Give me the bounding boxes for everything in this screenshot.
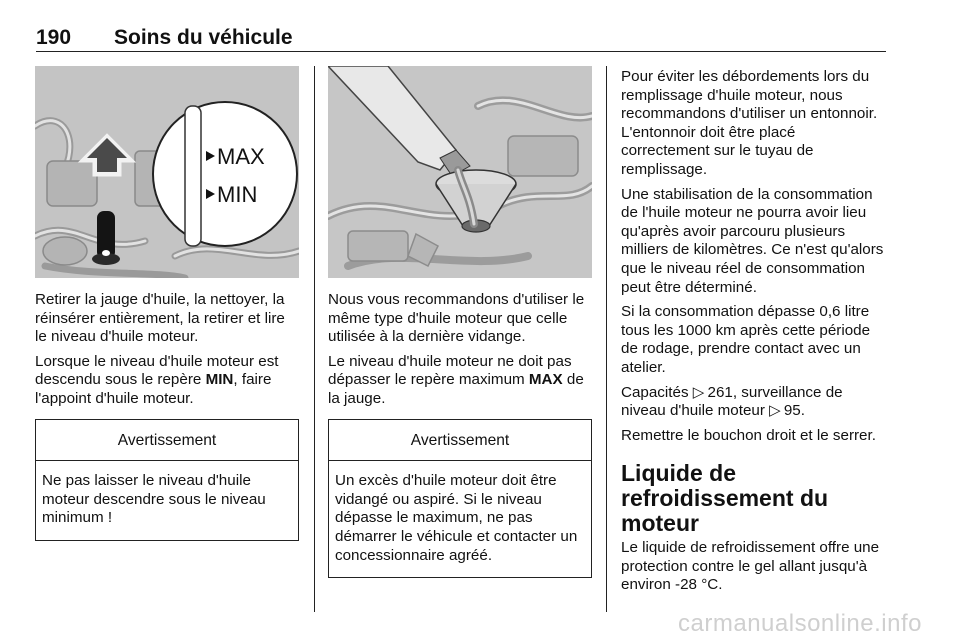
paragraph: Capacités ▷ 261, surveillance de niveau d'huile moteur ▷ 95. <box>621 383 843 420</box>
oil-funnel-illustration <box>328 66 592 278</box>
warning-title: Avertissement <box>329 420 591 462</box>
page-number: 190 <box>36 26 72 49</box>
max-keyword: MAX <box>528 371 563 389</box>
page-title: Soins du véhicule <box>114 26 293 49</box>
paragraph: Le niveau d'huile moteur ne doit pas dépasser le repère maximum MAX de la jauge. <box>328 352 584 407</box>
paragraph: Remettre le bouchon droit et le serrer. <box>621 426 876 444</box>
engine-dipstick-drawing <box>35 66 299 278</box>
column-2 <box>328 291 592 578</box>
header-rule <box>36 51 886 52</box>
max-mark-label: MAX <box>217 144 265 169</box>
min-keyword: MIN <box>205 371 234 389</box>
column-divider-2 <box>606 66 607 612</box>
dipstick-illustration <box>35 66 299 278</box>
magnifier-circle <box>153 102 297 246</box>
min-mark-label: MIN <box>217 182 258 207</box>
warning-text: Ne pas laisser le niveau d'huile moteur descendre sous le niveau minimum ! <box>42 472 266 527</box>
paragraph: Retirer la jauge d'huile, la nettoyer, la réinsérer entièrement, la retirer et lire le niveau d'huile moteur. <box>35 291 285 346</box>
warning-text: Un excès d'huile moteur doit être vidangé ou aspiré. Si le niveau dépasse le maximum, ne pas démarrer le véhicule et contacter un concessionnaire agréé. <box>335 472 578 564</box>
page-reference-link[interactable]: 95 <box>783 402 801 420</box>
column-divider-1 <box>314 66 315 612</box>
column-3 <box>621 68 887 601</box>
oil-filling-drawing <box>328 66 592 278</box>
page-reference-arrow-icon: ▷ <box>769 402 781 420</box>
watermark: carmanualsonline.info <box>678 610 922 637</box>
column-1 <box>35 291 299 541</box>
page-header <box>36 26 886 52</box>
warning-box <box>328 419 592 579</box>
paragraph: Lorsque le niveau d'huile moteur est descendu sous le repère MIN, faire l'appoint d'huile moteur. <box>35 352 279 407</box>
warning-box <box>35 419 299 541</box>
paragraph: Si la consommation dépasse 0,6 litre tous les 1000 km après cette période de rodage, prendre contact avec un atelier. <box>621 303 871 376</box>
page-reference-link[interactable]: 261 <box>707 383 733 401</box>
paragraph: Le liquide de refroidissement offre une protection contre le gel allant jusqu'à environ -28 °C. <box>621 539 880 594</box>
warning-title: Avertissement <box>36 420 298 462</box>
page-reference-arrow-icon: ▷ <box>692 383 705 401</box>
paragraph: Nous vous recommandons d'utiliser le même type d'huile moteur que celle utilisée à la dernière vidange. <box>328 291 585 346</box>
paragraph: Une stabilisation de la consommation de l'huile moteur ne pourra avoir lieu qu'après avoir parcouru plusieurs milliers de kilomètres. Ce n'est qu'alors que le niveau réel de consommation peut être déterminé. <box>621 185 884 296</box>
paragraph: Pour éviter les débordements lors du remplissage d'huile moteur, nous recommandons d'utiliser un entonnoir. L'entonnoir doit être placé correctement sur le tuyau de remplissage. <box>621 68 878 178</box>
section-heading: Liquide de refroidissement du moteur <box>621 460 829 537</box>
